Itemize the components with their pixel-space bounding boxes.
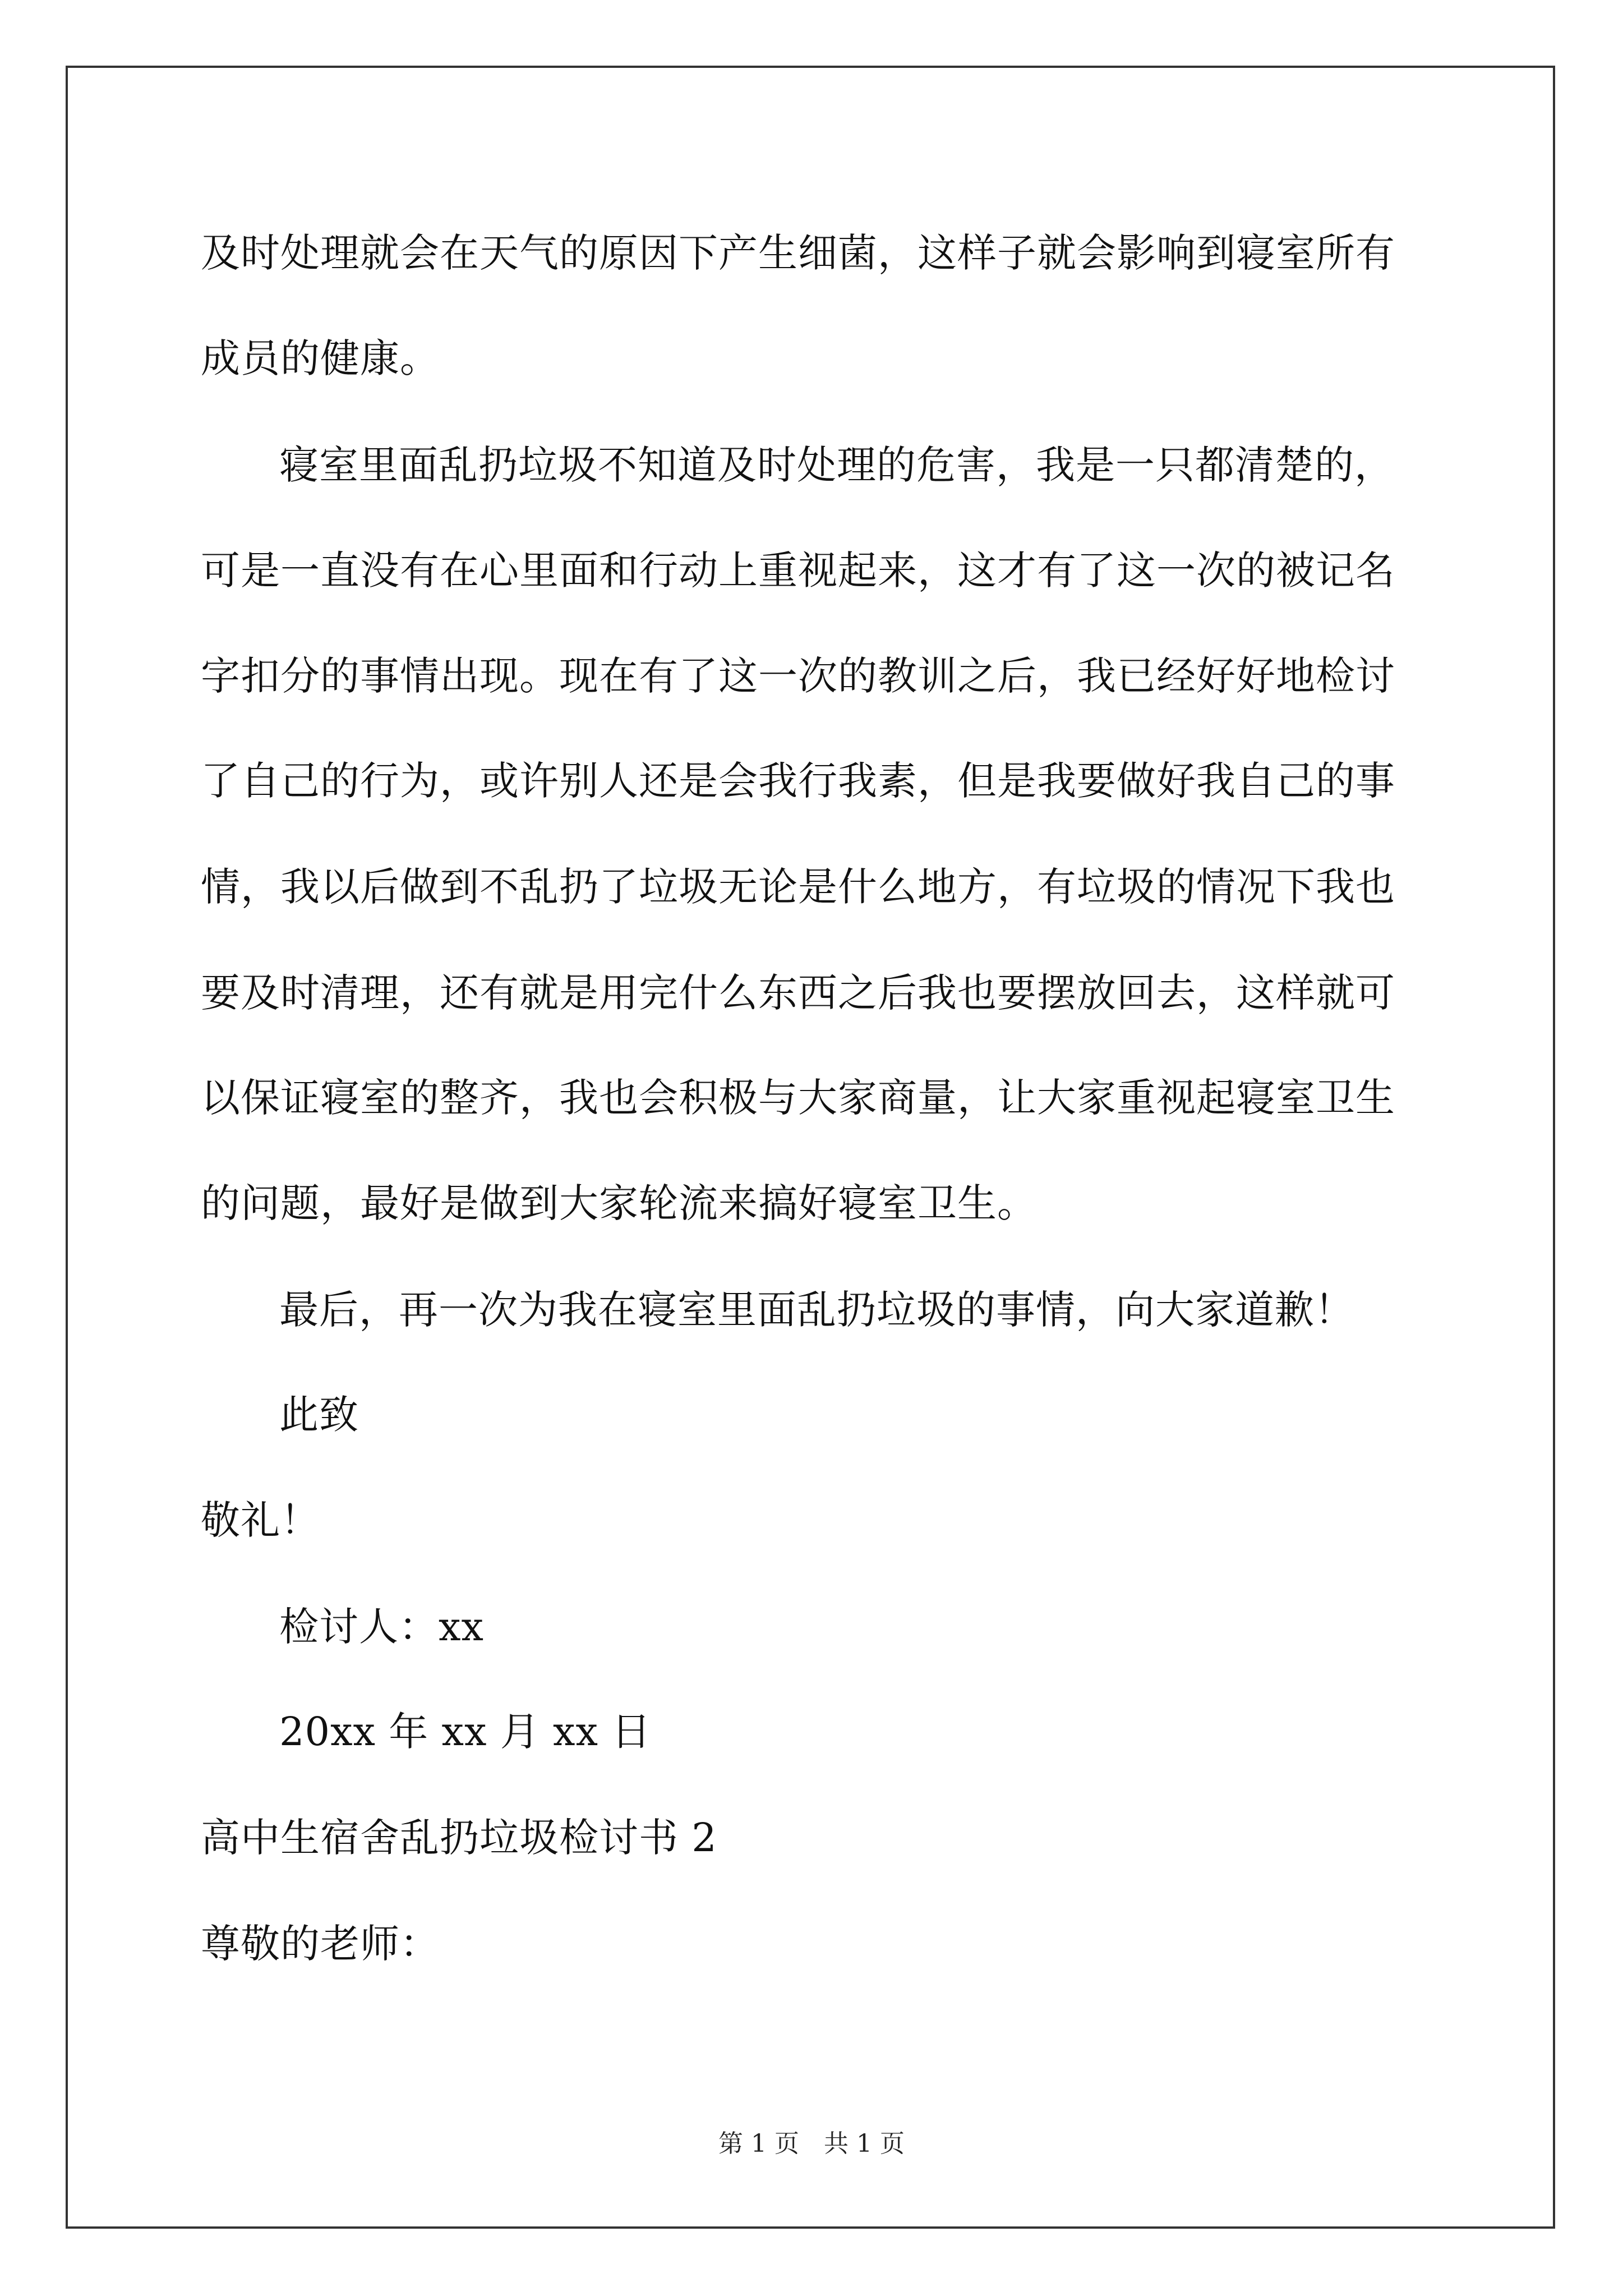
page-border — [66, 66, 1555, 2229]
body-line: 要及时清理，还有就是用完什么东西之后我也要摆放回去，这样就可 — [201, 970, 1395, 1016]
body-line: 的问题，最好是做到大家轮流来搞好寝室卫生。 — [201, 1180, 1037, 1226]
body-line: 了自己的行为，或许别人还是会我行我素，但是我要做好我自己的事 — [201, 758, 1395, 804]
body-line: 以保证寝室的整齐，我也会积极与大家商量，让大家重视起寝室卫生 — [201, 1075, 1395, 1121]
page-footer: 第 1 页 共 1 页 — [718, 2129, 905, 2158]
body-line: 可是一直没有在心里面和行动上重视起来，这才有了这一次的被记名 — [201, 547, 1395, 593]
section-title: 高中生宿舍乱扔垃圾检讨书 2 — [201, 1815, 717, 1861]
signature-line: 检讨人：xx — [279, 1604, 484, 1650]
body-line: 成员的健康。 — [201, 335, 440, 381]
body-line: 字扣分的事情出现。现在有了这一次的教训之后，我已经好好地检讨 — [201, 653, 1395, 699]
paragraph-first-line: 寝室里面乱扔垃圾不知道及时处理的危害，我是一只都清楚的， — [279, 442, 1394, 488]
date-line: 20xx 年 xx 月 xx 日 — [279, 1709, 652, 1755]
body-line: 情，我以后做到不乱扔了垃圾无论是什么地方，有垃圾的情况下我也 — [201, 864, 1395, 910]
apology-line: 最后，再一次为我在寝室里面乱扔垃圾的事情，向大家道歉！ — [279, 1287, 1354, 1333]
greeting-line: 尊敬的老师： — [201, 1921, 440, 1967]
body-line: 及时处理就会在天气的原因下产生细菌，这样子就会影响到寝室所有 — [201, 230, 1395, 276]
closing-salutation: 此致 — [279, 1392, 359, 1438]
closing-regards: 敬礼！ — [201, 1497, 320, 1543]
